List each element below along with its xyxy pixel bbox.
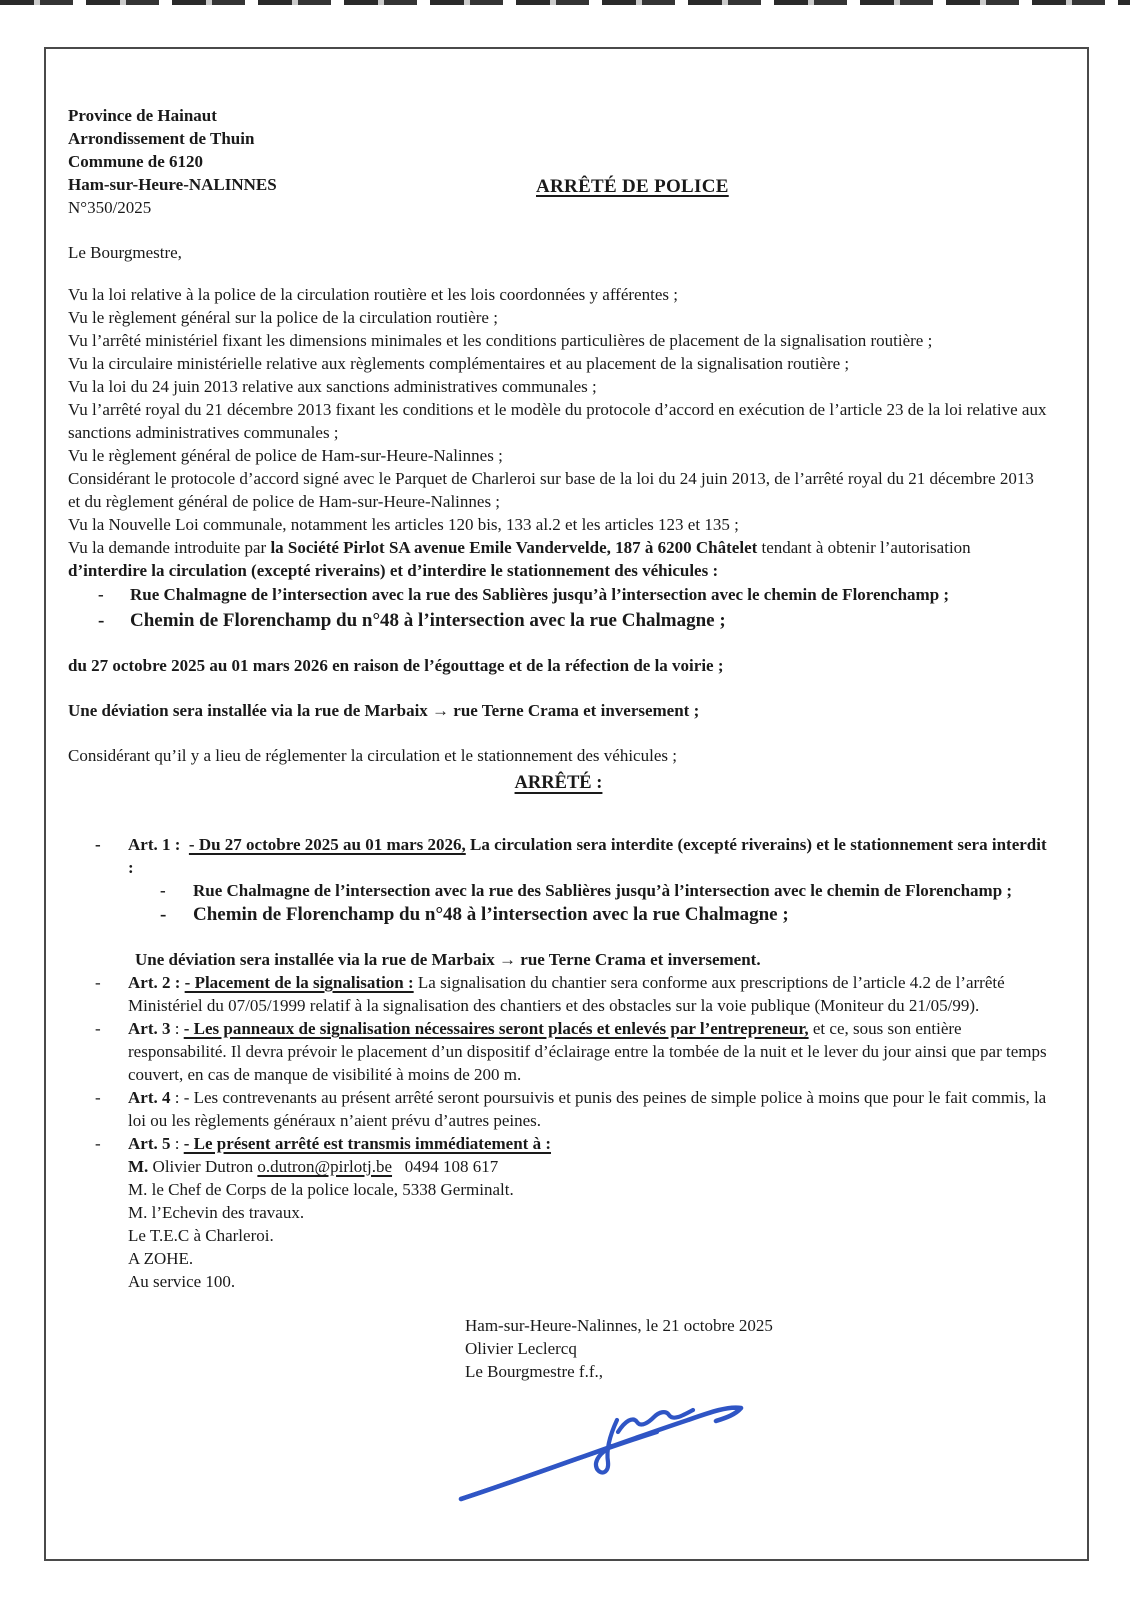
streets-list [68,582,1049,634]
article-2 [68,971,1049,1017]
salutation: Le Bourgmestre, [68,243,182,262]
list-item [68,582,1049,608]
request-recital [68,536,1049,582]
recital-line: Vu le règlement général de police de Ham-sur-Heure-Nalinnes ; [68,446,503,465]
article-1-label: Art. 1 : [128,835,189,854]
article-1-body [128,833,1049,971]
dash-bullet: - [95,835,101,854]
article-2-subject: - Placement de la signalisation : [184,973,414,992]
article-4-text: - Les contrevenants au présent arrêté seront poursuivis et punis des peines de simple police à moins que pour le fait commis, la loi ou les règlements généraux n’aient prévu d’autres peines. [128,1088,1051,1130]
contact-email: o.dutron@pirlotj.be [257,1157,393,1176]
article-3-subject: - Les panneaux de signalisation nécessaires seront placés et enlevés par l’entrepreneur, [183,1019,809,1038]
article-1-streets [160,879,1049,928]
article-5-label: Art. 5 [128,1134,171,1153]
article-1-lead [128,833,1049,879]
article-1-deviation: Une déviation sera installée via la rue de Marbaix → rue Terne Crama et inversement. [135,950,761,969]
article-2-body [128,971,1049,1017]
article-2-text: La signalisation du chantier sera conforme aux prescriptions de l’article 4.2 de l’arrêté Ministériel du 07/05/1999 relatif à la signalisation des chantiers et des obstacles sur la voie publique (Moniteur du 21/05/99). [128,973,1009,1015]
recital-line: Vu l’arrêté ministériel fixant les dimensions minimales et les conditions particulières de placement de la signalisation routière ; [68,331,933,350]
recital-line: Vu le règlement général sur la police de la circulation routière ; [68,308,498,327]
article-5-body [128,1132,1049,1293]
street-chalmagne: Rue Chalmagne de l’intersection avec la rue des Sablières jusqu’à l’intersection avec le chemin de Florenchamp ; [130,585,950,604]
recital-line: Vu l’arrêté royal du 21 décembre 2013 fixant les conditions et le modèle du protocole d’accord en exécution de l’article 23 de la loi relative aux sanctions administratives communales ; [68,400,1047,442]
letterhead-arrondissement: Arrondissement de Thuin [68,129,255,148]
signature-name: Olivier Leclercq [465,1339,577,1358]
recipient-line: M. le Chef de Corps de la police locale, 5338 Germinalt. [128,1180,514,1199]
article-3 [68,1017,1049,1086]
handwritten-signature [453,1387,753,1519]
article-1 [68,833,1049,971]
deviation-line: Une déviation sera installée via la rue de Marbaix → rue Terne Crama et inversement ; [68,701,700,720]
dash-bullet: - [98,585,104,604]
recital-line: Vu la Nouvelle Loi communale, notamment les articles 120 bis, 133 al.2 et les articles 123 et 135 ; [68,515,739,534]
dash-bullet: - [95,1134,101,1153]
dash-bullet: - [160,904,167,925]
request-pre: Vu la demande introduite par [68,538,271,557]
letterhead-municipality: Ham-sur-Heure-NALINNES [68,175,277,194]
recipient-contact-line [128,1155,1049,1178]
recipient-line: M. l’Echevin des travaux. [128,1203,305,1222]
recital-line: Vu la loi relative à la police de la circulation routière et les lois coordonnées y afférentes ; [68,285,678,304]
dash-bullet: - [95,1019,101,1038]
list-item [68,608,1049,634]
decree-number: N°350/2025 [68,198,152,217]
signature-role: Le Bourgmestre f.f., [465,1362,604,1381]
dash-bullet: - [160,881,166,900]
street-chalmagne: Rue Chalmagne de l’intersection avec la rue des Sablières jusqu’à l’intersection avec le chemin de Florenchamp ; [193,881,1013,900]
recital-line: Vu la loi du 24 juin 2013 relative aux sanctions administratives communales ; [68,377,597,396]
article-3-body [128,1017,1049,1086]
article-3-sep: : [170,1019,184,1038]
article-4-sep: : [170,1088,184,1107]
request-object: d’interdire la circulation (excepté riverains) et d’interdire le stationnement des véhicules : [68,561,719,580]
signature-place-date: Ham-sur-Heure-Nalinnes, le 21 octobre 2025 [465,1316,773,1335]
signature-block [465,1314,1049,1383]
request-company: la Société Pirlot SA avenue Emile Vandervelde, 187 à 6200 Châtelet [270,538,758,557]
article-5-subject: - Le présent arrêté est transmis immédiatement à : [183,1134,551,1153]
list-item [160,879,1049,902]
decree-heading-text: ARRÊTÉ : [514,773,603,793]
document-title: ARRÊTÉ DE POLICE [536,176,729,197]
contact-name: Olivier Dutron [148,1157,258,1176]
recipient-line: Le T.E.C à Charleroi. [128,1226,274,1245]
article-4 [68,1086,1049,1132]
article-2-label: Art. 2 : [128,973,185,992]
scan-edge-artifact [0,0,1130,5]
recipient-line: Au service 100. [128,1272,236,1291]
dash-bullet: - [98,610,105,631]
document-body [46,49,1087,1519]
article-3-text: et ce, sous son entière responsabilité. Il devra prévoir le placement d’un dispositif d’éclairage entre la tombée de la nuit et le lever du jour ainsi que par temps couvert, en cas de manque de visibilité à moins de 200 m. [128,1019,1051,1084]
recitals [68,283,1049,582]
article-1-dates: - Du 27 octobre 2025 au 01 mars 2026, [188,835,466,854]
articles-section [68,833,1049,1293]
recital-line: Considérant le protocole d’accord signé avec le Parquet de Charleroi sur base de la loi du 24 juin 2013, de l’arrêté royal du 21 décembre 2013 et du règlement général de police de Ham-sur-Heure-Nalinnes ; [68,469,1034,511]
article-4-label: Art. 4 [128,1088,171,1107]
request-mid: tendant à obtenir l’autorisation [757,538,975,557]
letterhead [68,104,1049,219]
article-3-label: Art. 3 [128,1019,171,1038]
street-florenchamp: Chemin de Florenchamp du n°48 à l’intersection avec la rue Chalmagne ; [130,610,726,631]
article-5 [68,1132,1049,1293]
article-4-body [128,1086,1049,1132]
dash-bullet: - [95,1088,101,1107]
document-frame [44,47,1089,1561]
dash-bullet: - [95,973,101,992]
article-5-lead [128,1132,1049,1155]
letterhead-province: Province de Hainaut [68,106,217,125]
contact-title: M. [128,1157,149,1176]
recital-line: Vu la circulaire ministérielle relative aux règlements complémentaires et au placement de la signalisation routière ; [68,354,850,373]
recipient-line: A ZOHE. [128,1249,194,1268]
article-5-sep: : [170,1134,184,1153]
contact-phone: 0494 108 617 [392,1157,499,1176]
decree-heading [68,772,1049,795]
article-1-text: La circulation sera interdite (excepté riverains) et le stationnement sera interdit : [128,835,1051,877]
works-period-line: du 27 octobre 2025 au 01 mars 2026 en raison de l’égouttage et de la réfection de la voirie ; [68,656,724,675]
street-florenchamp: Chemin de Florenchamp du n°48 à l’intersection avec la rue Chalmagne ; [193,904,789,925]
letterhead-commune: Commune de 6120 [68,152,204,171]
considerant-line: Considérant qu’il y a lieu de réglementer la circulation et le stationnement des véhicules ; [68,746,677,765]
list-item [160,902,1049,928]
